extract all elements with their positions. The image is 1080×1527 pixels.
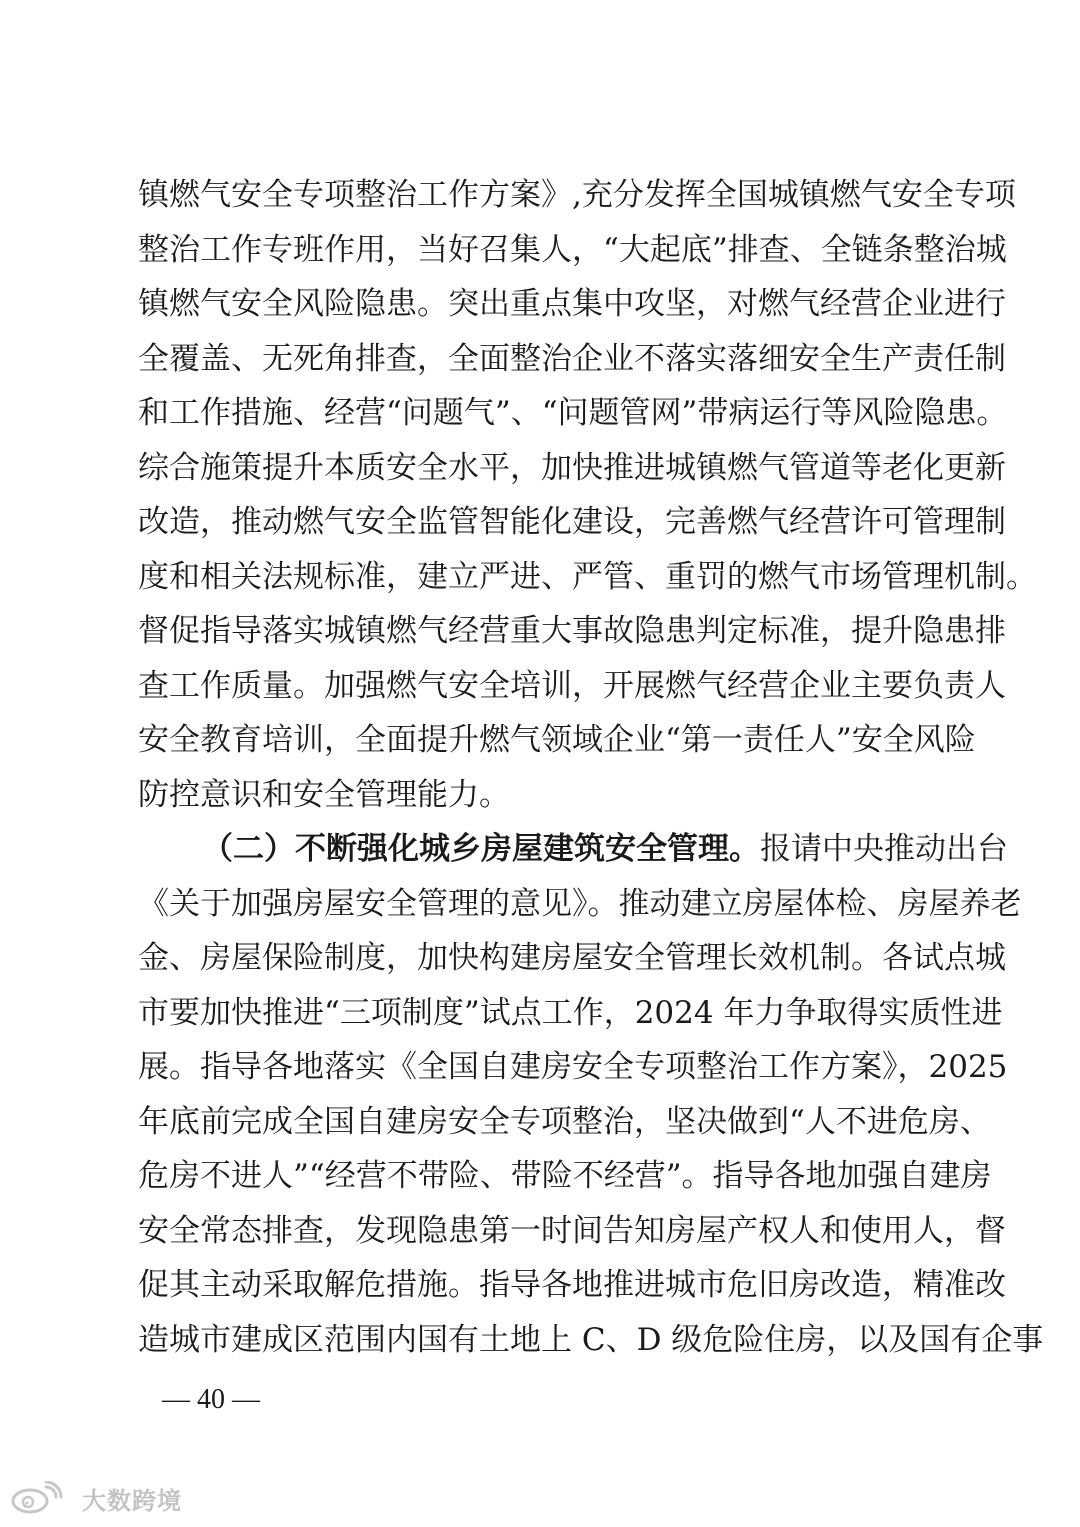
watermark-text: 大数跨境 xyxy=(82,1486,182,1515)
paragraph-line: 镇燃气安全风险隐患。突出重点集中攻坚，对燃气经营企业进行 xyxy=(138,286,1006,322)
watermark xyxy=(10,1478,182,1518)
paragraph-line: 全覆盖、无死角排查，全面整治企业不落实落细安全生产责任制 xyxy=(138,340,1006,377)
paragraph-line: 查工作质量。加强燃气安全培训，开展燃气经营企业主要负责人 xyxy=(138,667,1006,704)
paragraph-line: 年底前完成全国自建房安全专项整治，坚决做到“人不进危房、 xyxy=(138,1103,991,1140)
paragraph-line: 安全常态排查，发现隐患第一时间告知房屋产权人和使用人，督 xyxy=(138,1212,1006,1249)
page-number: — 40 — xyxy=(162,1384,260,1415)
paragraph-line: 整治工作专班作用，当好召集人，“大起底”排查、全链条整治城 xyxy=(138,231,1007,268)
paragraph-line: 综合施策提升本质安全水平，加快推进城镇燃气管道等老化更新 xyxy=(138,449,1006,486)
paragraph-line: 造城市建成区范围内国有土地上 C、D 级危险住房，以及国有企事 xyxy=(138,1321,1044,1358)
section-heading-line xyxy=(138,822,1008,877)
paragraph-line: 危房不进人”“经营不带险、带险不经营”。指导各地加强自建房 xyxy=(138,1158,992,1194)
body-text xyxy=(138,168,1044,1367)
paragraph-line: 改造，推动燃气安全监管智能化建设，完善燃气经营许可管理制 xyxy=(138,504,1006,540)
paragraph-line: 度和相关法规标准，建立严进、严管、重罚的燃气市场管理机制。 xyxy=(138,558,1037,595)
paragraph-line: 镇燃气安全专项整治工作方案》,充分发挥全国城镇燃气安全专项 xyxy=(138,177,1016,213)
paragraph-line: 防控意识和安全管理能力。 xyxy=(138,776,510,813)
paragraph-line: 安全教育培训，全面提升燃气领域企业“第一责任人”安全风险 xyxy=(138,722,976,758)
weibo-logo-icon xyxy=(10,1481,74,1515)
paragraph-line: 《关于加强房屋安全管理的意见》。推动建立房屋体检、房屋养老 xyxy=(138,885,1022,922)
paragraph-line: 促其主动采取解危措施。指导各地推进城市危旧房改造，精准改 xyxy=(138,1267,1006,1303)
paragraph-line: 和工作措施、经营“问题气”、“问题管网”带病运行等风险隐患。 xyxy=(138,395,1008,431)
section-heading-rest: 报请中央推动出台 xyxy=(760,831,1008,867)
paragraph-line: 展。指导各地落实《全国自建房安全专项整治工作方案》，2025 xyxy=(138,1049,1008,1085)
paragraph-line: 市要加快推进“三项制度”试点工作，2024 年力争取得实质性进 xyxy=(138,994,1003,1031)
section-heading: （二）不断强化城乡房屋建筑安全管理。 xyxy=(202,831,760,867)
paragraph-line: 金、房屋保险制度，加快构建房屋安全管理长效机制。各试点城 xyxy=(138,940,1006,976)
paragraph-line: 督促指导落实城镇燃气经营重大事故隐患判定标准，提升隐患排 xyxy=(138,613,1006,649)
